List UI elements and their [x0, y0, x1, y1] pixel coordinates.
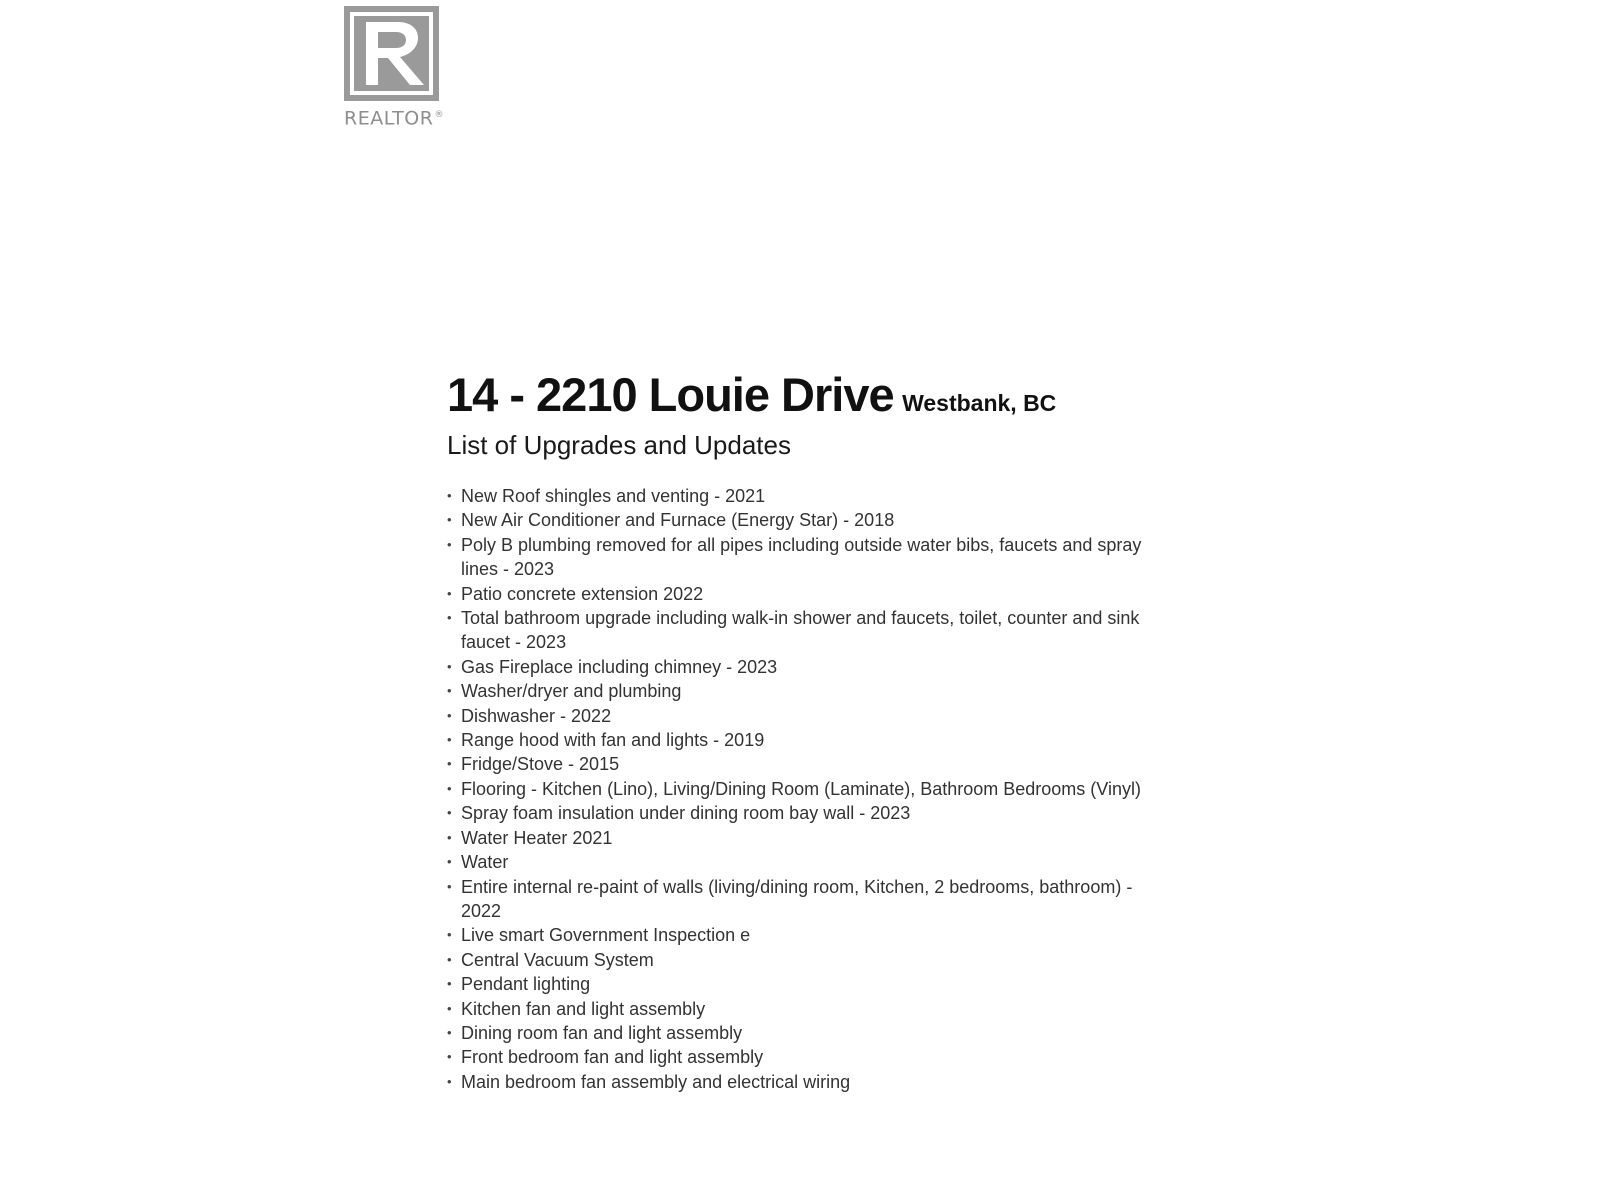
upgrade-list-item: • Range hood with fan and lights - 2019	[447, 728, 1147, 752]
upgrade-list-item: • Fridge/Stove - 2015	[447, 752, 1147, 776]
upgrade-list-item: • Water	[447, 850, 1147, 874]
upgrade-list-item: • Water Heater 2021	[447, 826, 1147, 850]
upgrade-list-item: • Spray foam insulation under dining room bay wall - 2023	[447, 801, 1147, 825]
upgrade-list-item: • Pendant lighting	[447, 972, 1147, 996]
upgrade-list-item: • Washer/dryer and plumbing	[447, 679, 1147, 703]
upgrade-list-item: • Patio concrete extension 2022	[447, 582, 1147, 606]
listing-location: Westbank, BC	[902, 390, 1057, 416]
upgrade-list-item: • Dining room fan and light assembly	[447, 1021, 1147, 1045]
listing-address: 14 - 2210 Louie Drive	[447, 368, 894, 421]
title-row	[447, 364, 1147, 426]
section-heading: List of Upgrades and Updates	[447, 430, 791, 460]
upgrade-list-item: • Main bedroom fan assembly and electrical wiring	[447, 1070, 1147, 1094]
upgrade-list-item: • Central Vacuum System	[447, 948, 1147, 972]
upgrade-list-item: • Entire internal re-paint of walls (living/dining room, Kitchen, 2 bedrooms, bathroom) - 2022	[447, 875, 1147, 924]
upgrade-list-item: • Flooring - Kitchen (Lino), Living/Dining Room (Laminate), Bathroom Bedrooms (Vinyl)	[447, 777, 1147, 801]
realtor-r-mark-icon	[344, 6, 439, 101]
upgrade-list-item: • Dishwasher - 2022	[447, 704, 1147, 728]
upgrade-list-item: • Total bathroom upgrade including walk-in shower and faucets, toilet, counter and sink faucet - 2023	[447, 606, 1147, 655]
realtor-logo	[344, 6, 452, 128]
realtor-wordmark: REALTOR®	[344, 107, 444, 130]
upgrade-list-item: • New Roof shingles and venting - 2021	[447, 484, 1147, 508]
upgrade-list-item: • Kitchen fan and light assembly	[447, 997, 1147, 1021]
upgrade-list-item: • Gas Fireplace including chimney - 2023	[447, 655, 1147, 679]
upgrade-list-item: • Front bedroom fan and light assembly	[447, 1045, 1147, 1069]
upgrade-list-item: • New Air Conditioner and Furnace (Energy Star) - 2018	[447, 508, 1147, 532]
upgrade-list-item: • Poly B plumbing removed for all pipes including outside water bibs, faucets and spray lines - 2023	[447, 533, 1147, 582]
listing-content	[447, 364, 1147, 1094]
upgrades-list	[447, 484, 1147, 1094]
upgrade-list-item: • Live smart Government Inspection e	[447, 923, 1147, 947]
